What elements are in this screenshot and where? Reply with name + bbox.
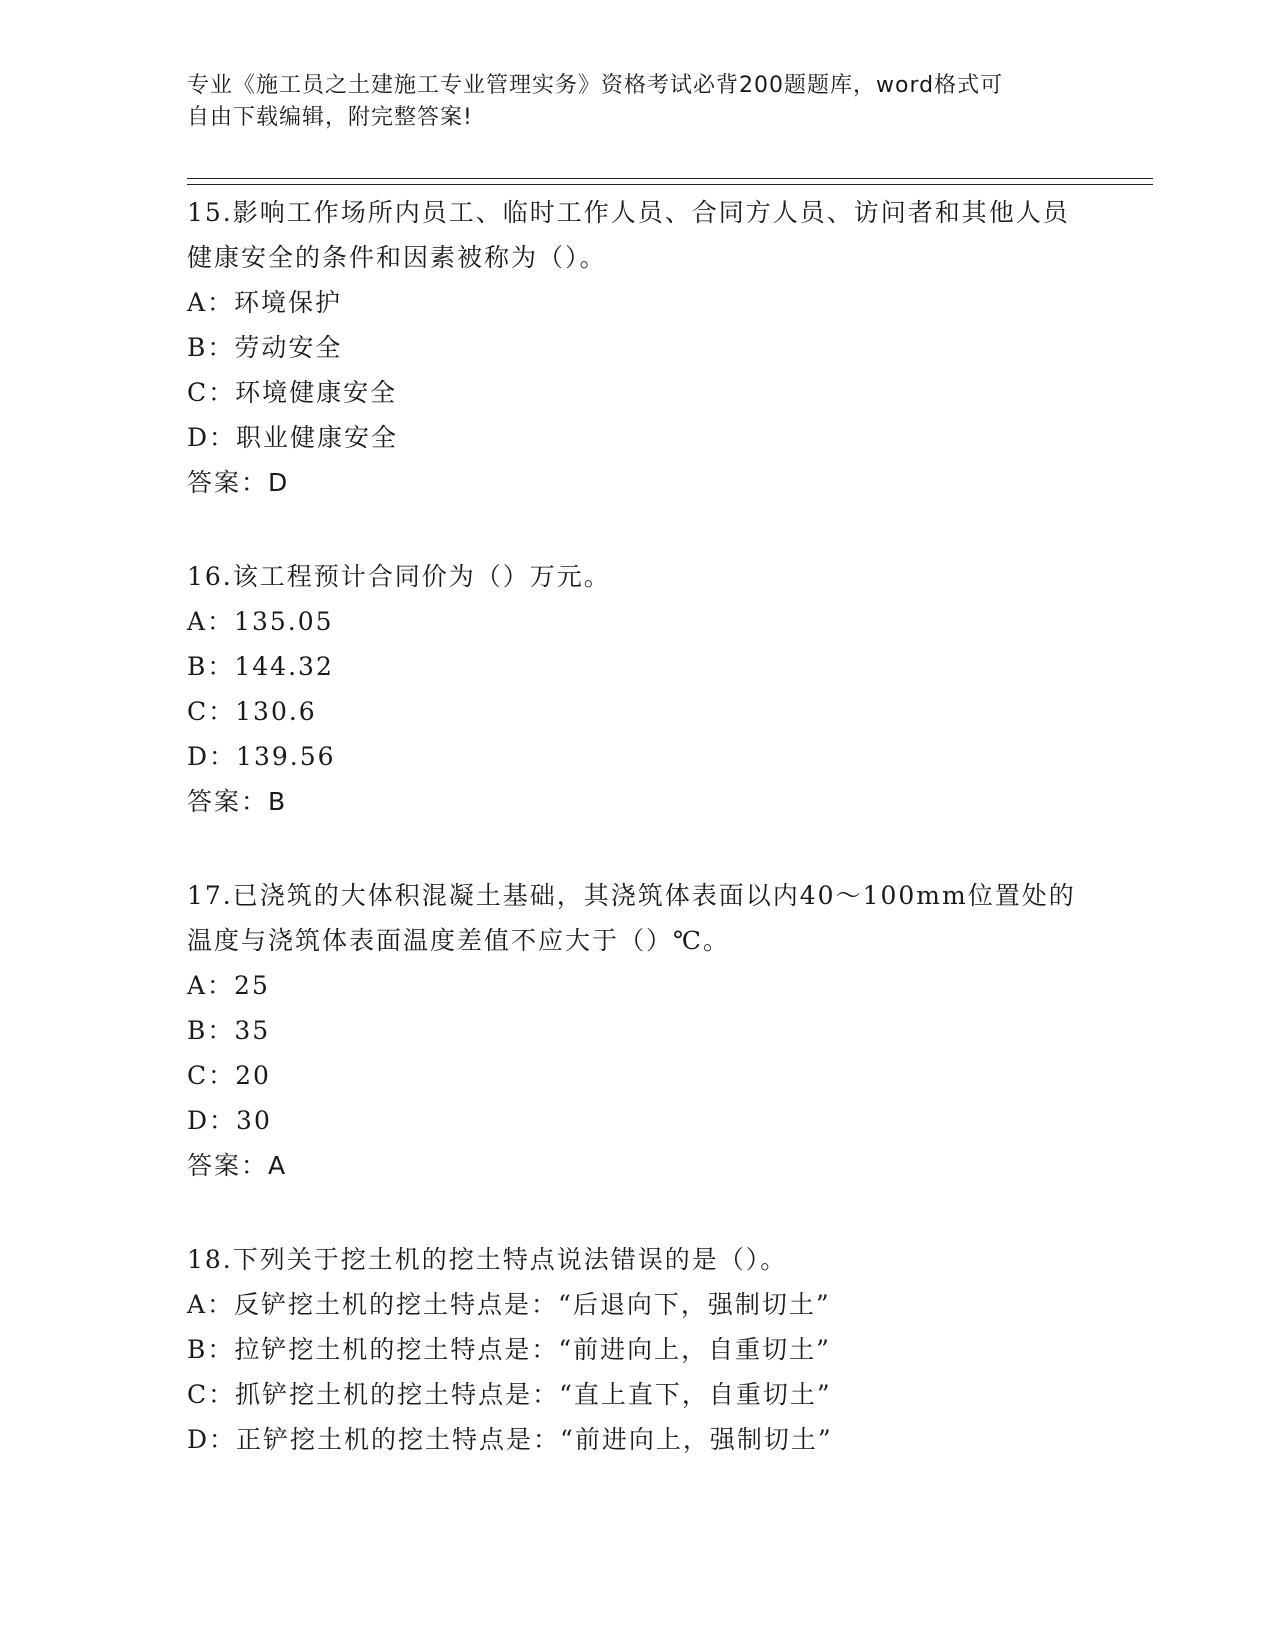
answer: 答案：A — [187, 1151, 288, 1180]
option-b: B：拉铲挖土机的挖土特点是：“前进向上，自重切土” — [187, 1335, 831, 1364]
answer: 答案：D — [187, 468, 290, 497]
question-stem: 18.下列关于挖土机的挖土特点说法错误的是（）。 — [187, 1245, 788, 1274]
header-divider-bottom — [187, 184, 1153, 185]
option-c: C：环境健康安全 — [187, 378, 398, 407]
option-d: D：职业健康安全 — [187, 423, 399, 452]
question-17 — [187, 873, 1087, 1188]
option-c: C：20 — [187, 1061, 271, 1090]
option-c: C：抓铲挖土机的挖土特点是：“直上直下，自重切土” — [187, 1380, 832, 1409]
question-list — [187, 188, 1087, 1462]
header-divider-top — [187, 178, 1153, 179]
question-spacer — [187, 824, 1087, 871]
question-15 — [187, 190, 1087, 505]
option-b: B：劳动安全 — [187, 333, 343, 362]
question-stem: 15.影响工作场所内员工、临时工作人员、合同方人员、访问者和其他人员健康安全的条件和因素被称为（）。 — [187, 198, 1070, 272]
question-spacer — [187, 1188, 1087, 1235]
option-b: B：144.32 — [187, 652, 334, 681]
option-c: C：130.6 — [187, 697, 317, 726]
question-18 — [187, 1237, 1087, 1462]
option-d: D：139.56 — [187, 742, 336, 771]
option-a: A：135.05 — [187, 607, 334, 636]
question-stem: 16.该工程预计合同价为（）万元。 — [187, 562, 611, 591]
header-line-2: 自由下载编辑，附完整答案! — [187, 105, 473, 130]
option-a: A：反铲挖土机的挖土特点是：“后退向下，强制切土” — [187, 1290, 831, 1319]
question-spacer — [187, 505, 1087, 552]
option-d: D：正铲挖土机的挖土特点是：“前进向上，强制切土” — [187, 1425, 833, 1454]
header-line-1: 专业《施工员之土建施工专业管理实务》资格考试必背200题题库，word格式可 — [187, 73, 1004, 98]
option-b: B：35 — [187, 1016, 271, 1045]
document-header — [187, 70, 1067, 134]
option-d: D：30 — [187, 1106, 272, 1135]
question-16 — [187, 554, 1087, 824]
option-a: A：25 — [187, 971, 270, 1000]
option-a: A：环境保护 — [187, 288, 343, 317]
question-stem: 17.已浇筑的大体积混凝土基础，其浇筑体表面以内40～100mm位置处的温度与浇筑体表面温度差值不应大于（）℃。 — [187, 881, 1076, 955]
answer: 答案：B — [187, 787, 288, 816]
